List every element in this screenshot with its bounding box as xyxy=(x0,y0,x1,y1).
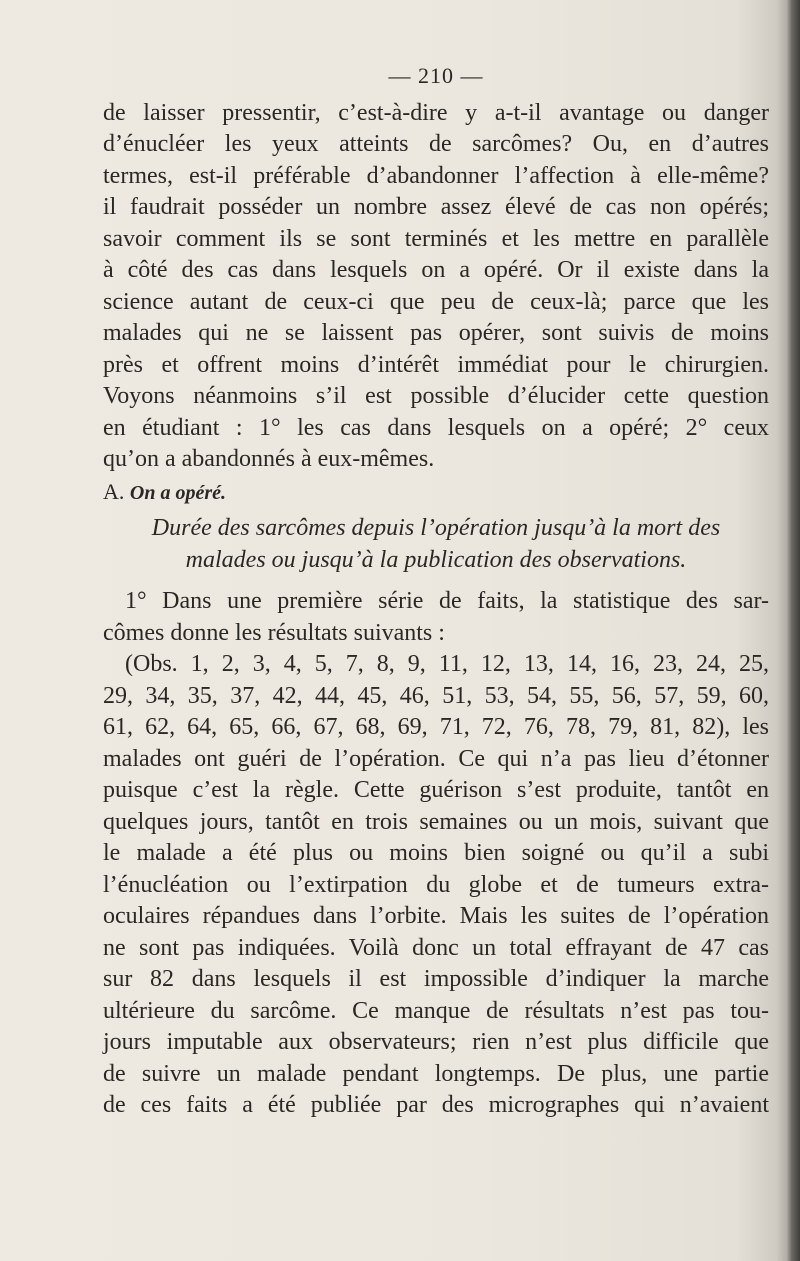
text-line: malades qui ne se laissent pas opérer, sont suivis de moins xyxy=(103,320,769,346)
text-line: en étudiant : 1° les cas dans lesquels on a opéré; 2° ceux xyxy=(103,414,769,441)
text-line: à côté des cas dans lesquels on a opéré. Or il existe dans la xyxy=(103,257,769,283)
text-line: 61, 62, 64, 65, 66, 67, 68, 69, 71, 72, 76, 78, 79, 81, 82), les xyxy=(103,714,769,740)
page-text xyxy=(103,60,769,1122)
page-edge-shadow xyxy=(786,0,800,1261)
text-line: le malade a été plus ou moins bien soigné ou qu’il a subi xyxy=(103,840,769,866)
paragraph-observations xyxy=(103,649,769,1122)
section-letter: A. xyxy=(103,478,125,504)
paragraph-series xyxy=(103,586,769,649)
text-line: oculaires répandues dans l’orbite. Mais les suites de l’opération xyxy=(103,903,769,929)
section-title: On a opéré. xyxy=(129,481,226,504)
text-line: science autant de ceux-ci que peu de ceux-là; parce que les xyxy=(103,288,769,315)
text-line: puisque c’est la règle. Cette guérison s’est produite, tantôt en xyxy=(103,777,769,803)
subheading-line: malades ou jusqu’à la publication des observations. xyxy=(185,546,687,573)
text-line: ultérieure du sarcôme. Ce manque de résultats n’est pas tou- xyxy=(103,997,769,1024)
text-line: cômes donne les résultats suivants : xyxy=(103,619,445,646)
text-line: de suivre un malade pendant longtemps. De plus, une partie xyxy=(103,1060,769,1087)
text-line: ne sont pas indiquées. Voilà donc un total effrayant de 47 cas xyxy=(103,934,769,961)
text-line: quelques jours, tantôt en trois semaines ou un mois, suivant que xyxy=(103,808,769,835)
text-line: 29, 34, 35, 37, 42, 44, 45, 46, 51, 53, 54, 55, 56, 57, 59, 60, xyxy=(103,682,769,709)
text-line: savoir comment ils se sont terminés et les mettre en parallèle xyxy=(103,225,769,252)
text-line: 1° Dans une première série de faits, la statistique des sar- xyxy=(125,588,769,614)
text-line: Voyons néanmoins s’il est possible d’élucider cette question xyxy=(103,383,769,409)
text-line: malades ont guéri de l’opération. Ce qui n’a pas lieu d’étonner xyxy=(103,745,769,772)
text-line: de ces faits a été publiée par des micrographes qui n’avaient xyxy=(103,1092,769,1118)
subheading xyxy=(103,513,769,576)
text-line: sur 82 dans lesquels il est impossible d’indiquer la marche xyxy=(103,966,769,992)
text-line: (Obs. 1, 2, 3, 4, 5, 7, 8, 9, 11, 12, 13, 14, 16, 23, 24, 25, xyxy=(125,651,769,677)
text-line: de laisser pressentir, c’est-à-dire y a-t-il avantage ou danger xyxy=(103,99,769,126)
text-line: d’énucléer les yeux atteints de sarcômes? Ou, en d’autres xyxy=(103,131,769,157)
text-line: qu’on a abandonnés à eux-mêmes. xyxy=(103,446,435,472)
text-line: jours imputable aux observateurs; rien n’est plus difficile que xyxy=(103,1029,769,1055)
page-number: — 210 — xyxy=(388,63,484,88)
text-line: près et offrent moins d’intérêt immédiat pour le chirurgien. xyxy=(103,351,769,378)
text-line: il faudrait posséder un nombre assez élevé de cas non opérés; xyxy=(103,194,769,220)
text-line: termes, est-il préférable d’abandonner l’affection à elle-même? xyxy=(103,162,769,189)
text-line: l’énucléation ou l’extirpation du globe et de tumeurs extra- xyxy=(103,871,769,898)
paragraph-intro xyxy=(103,98,769,476)
subheading-line: Durée des sarcômes depuis l’opération jusqu’à la mort des xyxy=(151,515,721,541)
section-heading xyxy=(103,476,769,510)
